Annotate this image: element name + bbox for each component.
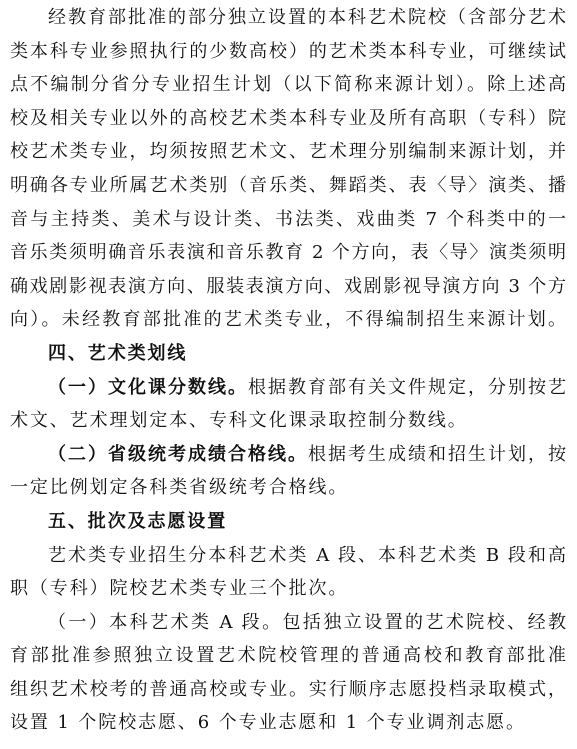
text-line: 音乐类须明确音乐表演和音乐教育 2 个方向，表〈导〉演类须明 bbox=[10, 242, 567, 264]
text-line: 校艺术类专业，均须按照艺术文、艺术理分别编制来源计划，并 bbox=[10, 141, 567, 163]
text-line: 经教育部批准的部分独立设置的本科艺术院校（含部分艺术 bbox=[48, 7, 567, 28]
document-page bbox=[10, 1, 567, 740]
text-line: 组织艺术校考的普通高校或专业。实行顺序志愿投档录取模式， bbox=[10, 678, 567, 700]
intro-paragraph bbox=[10, 1, 567, 337]
item-lead: （一）文化课分数线。 bbox=[48, 376, 248, 398]
text-line: 育部批准参照独立设置艺术院校管理的普通高校和教育部批准 bbox=[10, 645, 567, 667]
text-line: 职（专科）院校艺术类专业三个批次。 bbox=[10, 578, 349, 600]
section-heading: 五、批次及志愿设置 bbox=[48, 510, 228, 532]
text-line: 类本科专业参照执行的少数高校）的艺术类本科专业，可继续试 bbox=[10, 40, 567, 62]
text-line: 艺术类专业招生分本科艺术类 A 段、本科艺术类 B 段和高 bbox=[48, 544, 567, 566]
batches-paragraph bbox=[10, 539, 567, 606]
culture-score-line-paragraph bbox=[10, 371, 567, 438]
item-text: 根据教育部有关文件规定，分别按艺 bbox=[248, 376, 567, 398]
text-line: （一）本科艺术类 A 段。包括独立设置的艺术院校、经教 bbox=[48, 611, 567, 633]
text-line: 点不编制分省分专业招生计划（以下简称来源计划）。除上述高 bbox=[10, 74, 567, 96]
text-line bbox=[10, 371, 567, 405]
text-line: 一定比例划定各科类省级统考合格线。 bbox=[10, 477, 349, 499]
batch-a-paragraph bbox=[10, 606, 567, 740]
text-line: 明确各专业所属艺术类别（音乐类、舞蹈类、表〈导〉演类、播 bbox=[10, 174, 567, 196]
text-line: 音与主持类、美术与设计类、书法类、戏曲类 7 个科类中的一 bbox=[10, 208, 567, 230]
text-line bbox=[10, 438, 567, 472]
text-line: 向）。未经教育部批准的艺术类专业，不得编制招生来源计划。 bbox=[10, 309, 567, 331]
item-text: 根据考生成绩和招生计划，按 bbox=[308, 443, 567, 465]
section-heading: 四、艺术类划线 bbox=[48, 342, 188, 364]
text-line: 术文、艺术理划定本、专科文化课录取控制分数线。 bbox=[10, 410, 468, 432]
item-lead: （二）省级统考成绩合格线。 bbox=[48, 443, 308, 465]
text-line: 校及相关专业以外的高校艺术类本科专业及所有高职（专科）院 bbox=[10, 107, 567, 129]
text-line: 设置 1 个院校志愿、6 个专业志愿和 1 个专业调剂志愿。 bbox=[10, 712, 526, 734]
text-line: 确戏剧影视表演方向、服装表演方向、戏剧影视导演方向 3 个方 bbox=[10, 275, 567, 297]
exam-pass-line-paragraph bbox=[10, 438, 567, 505]
